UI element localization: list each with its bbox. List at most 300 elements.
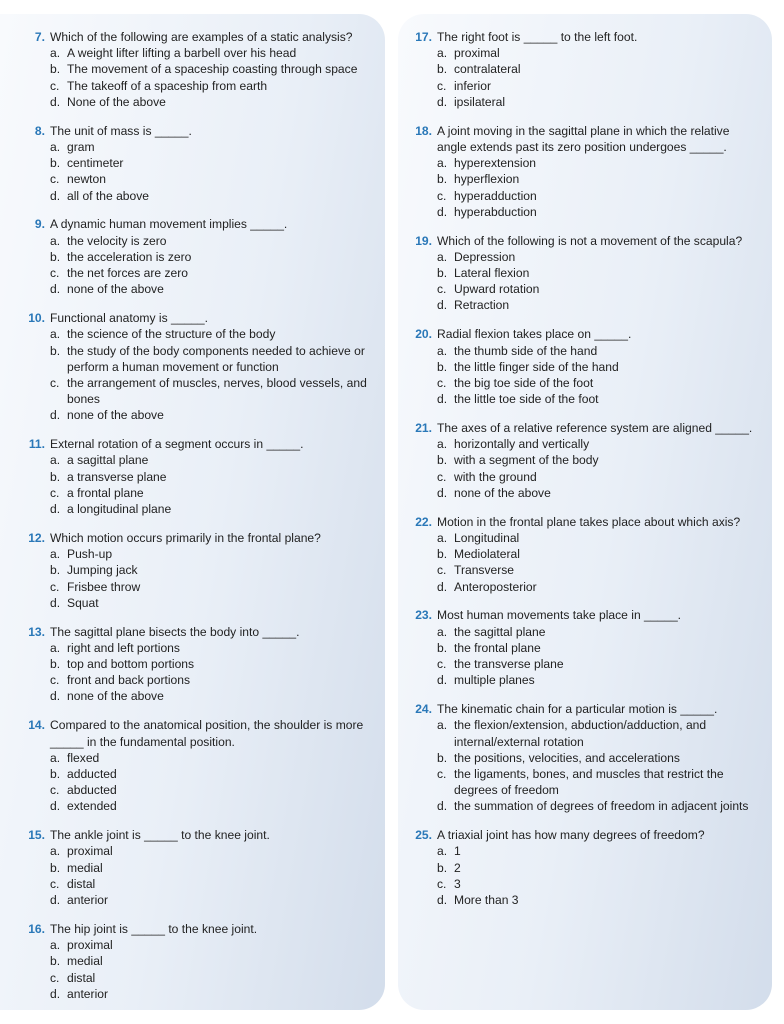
question-stem	[24, 123, 384, 139]
option-letter: a.	[50, 233, 61, 248]
option-letter: a.	[437, 844, 448, 859]
answer-option	[24, 78, 384, 94]
answer-option	[24, 61, 384, 77]
option-letter: d.	[50, 893, 61, 908]
option-text: right and left portions	[67, 640, 180, 655]
answer-option	[411, 469, 761, 485]
question-stem	[411, 233, 761, 249]
answer-option	[411, 892, 761, 908]
option-letter: d.	[437, 94, 448, 109]
question-stem	[24, 310, 384, 326]
option-letter: d.	[437, 204, 448, 219]
option-text: multiple planes	[454, 673, 535, 688]
question-stem	[411, 326, 761, 342]
question-number: 24.	[415, 702, 432, 717]
option-letter: a.	[50, 453, 61, 468]
option-text: with the ground	[454, 469, 537, 484]
answer-option	[24, 155, 384, 171]
answer-option	[24, 469, 384, 485]
question-number: 8.	[34, 123, 45, 138]
option-letter: b.	[50, 657, 61, 672]
option-letter: d.	[50, 502, 61, 517]
answer-option	[24, 656, 384, 672]
answer-option	[24, 407, 384, 423]
option-text: distal	[67, 970, 96, 985]
answer-option	[24, 766, 384, 782]
option-text: the arrangement of muscles, nerves, blood vessels, and bones	[67, 375, 367, 407]
option-letter: b.	[50, 343, 61, 358]
option-text: Retraction	[454, 298, 510, 313]
question-item	[24, 436, 384, 517]
option-text: A weight lifter lifting a barbell over his head	[67, 46, 297, 61]
option-letter: c.	[50, 876, 60, 891]
option-text: the velocity is zero	[67, 233, 167, 248]
option-letter: c.	[437, 282, 447, 297]
option-letter: b.	[437, 547, 448, 562]
option-text: gram	[67, 139, 95, 154]
question-stem	[24, 624, 384, 640]
option-letter: b.	[437, 640, 448, 655]
question-number: 23.	[415, 608, 432, 623]
option-letter: d.	[50, 408, 61, 423]
answer-option	[411, 860, 761, 876]
answer-option	[411, 265, 761, 281]
option-letter: b.	[50, 563, 61, 578]
option-letter: a.	[437, 46, 448, 61]
answer-option	[411, 546, 761, 562]
option-letter: d.	[50, 282, 61, 297]
option-text: the ligaments, bones, and muscles that restrict the degrees of freedom	[454, 766, 724, 798]
question-number: 11.	[28, 437, 45, 452]
option-text: hyperadduction	[454, 188, 537, 203]
option-letter: d.	[437, 673, 448, 688]
option-text: Frisbee throw	[67, 579, 141, 594]
option-letter: a.	[50, 844, 61, 859]
question-number: 20.	[415, 327, 432, 342]
question-stem	[411, 701, 761, 717]
option-letter: b.	[437, 860, 448, 875]
answer-option	[24, 640, 384, 656]
option-text: the thumb side of the hand	[454, 343, 598, 358]
option-letter: b.	[50, 62, 61, 77]
option-text: medial	[67, 860, 103, 875]
answer-option	[411, 94, 761, 110]
option-text: proximal	[67, 938, 113, 953]
question-number: 16.	[28, 921, 45, 936]
answer-option	[24, 501, 384, 517]
question-stem	[24, 827, 384, 843]
question-item	[24, 530, 384, 611]
question-text: A dynamic human movement implies _____.	[50, 217, 288, 232]
option-text: distal	[67, 876, 96, 891]
question-number: 13.	[28, 624, 45, 639]
option-letter: b.	[437, 750, 448, 765]
answer-option	[411, 640, 761, 656]
option-text: a sagittal plane	[67, 453, 149, 468]
question-text: External rotation of a segment occurs in _____.	[50, 437, 304, 452]
option-letter: c.	[50, 579, 60, 594]
option-letter: b.	[437, 266, 448, 281]
question-text: Radial flexion takes place on _____.	[437, 327, 632, 342]
question-stem	[411, 607, 761, 623]
option-text: the little toe side of the foot	[454, 392, 599, 407]
question-number: 9.	[34, 217, 45, 232]
answer-option	[411, 579, 761, 595]
option-letter: d.	[437, 392, 448, 407]
question-number: 19.	[415, 233, 432, 248]
option-text: hyperflexion	[454, 172, 520, 187]
option-letter: c.	[437, 188, 447, 203]
option-text: Squat	[67, 595, 99, 610]
option-text: the positions, velocities, and accelerations	[454, 750, 680, 765]
question-stem	[411, 827, 761, 843]
option-letter: c.	[50, 485, 60, 500]
option-letter: c.	[437, 876, 447, 891]
answer-option	[24, 45, 384, 61]
option-text: Anteroposterior	[454, 579, 537, 594]
question-stem	[24, 717, 384, 749]
question-item	[411, 123, 761, 220]
question-item	[411, 607, 761, 688]
option-letter: c.	[50, 673, 60, 688]
question-number: 10.	[28, 311, 45, 326]
option-text: The takeoff of a spaceship from earth	[67, 78, 268, 93]
option-letter: a.	[50, 46, 61, 61]
question-stem	[24, 436, 384, 452]
question-stem	[24, 216, 384, 232]
option-letter: c.	[50, 266, 60, 281]
answer-option	[24, 688, 384, 704]
option-text: Push-up	[67, 547, 113, 562]
question-number: 22.	[415, 514, 432, 529]
option-letter: a.	[50, 327, 61, 342]
answer-option	[24, 986, 384, 1002]
answer-option	[24, 281, 384, 297]
answer-option	[24, 485, 384, 501]
answer-option	[24, 892, 384, 908]
option-letter: d.	[50, 689, 61, 704]
option-letter: c.	[437, 766, 447, 781]
answer-option	[24, 375, 384, 407]
option-letter: a.	[437, 249, 448, 264]
answer-option	[24, 750, 384, 766]
answer-option	[411, 876, 761, 892]
question-text: The axes of a relative reference system are aligned _____.	[437, 421, 753, 436]
question-number: 15.	[28, 828, 45, 843]
answer-option	[24, 452, 384, 468]
option-text: 3	[454, 876, 461, 891]
answer-option	[411, 530, 761, 546]
question-text: The hip joint is _____ to the knee joint.	[50, 921, 258, 936]
option-text: Mediolateral	[454, 547, 520, 562]
option-text: the acceleration is zero	[67, 249, 192, 264]
option-text: Longitudinal	[454, 530, 520, 545]
option-text: all of the above	[67, 188, 150, 203]
option-text: horizontally and vertically	[454, 437, 590, 452]
option-text: newton	[67, 172, 106, 187]
option-text: a longitudinal plane	[67, 502, 172, 517]
option-letter: a.	[437, 156, 448, 171]
option-letter: d.	[437, 485, 448, 500]
answer-option	[411, 45, 761, 61]
answer-option	[411, 297, 761, 313]
question-item	[24, 29, 384, 110]
answer-option	[24, 860, 384, 876]
option-text: none of the above	[454, 485, 551, 500]
option-text: the big toe side of the foot	[454, 375, 594, 390]
option-letter: b.	[437, 453, 448, 468]
option-letter: b.	[50, 249, 61, 264]
option-letter: d.	[50, 188, 61, 203]
answer-option	[411, 624, 761, 640]
left-question-column	[24, 29, 384, 1015]
option-letter: c.	[50, 970, 60, 985]
answer-option	[24, 343, 384, 375]
answer-option	[24, 798, 384, 814]
option-letter: c.	[437, 563, 447, 578]
answer-option	[24, 249, 384, 265]
option-text: the sagittal plane	[454, 624, 546, 639]
question-text: A joint moving in the sagittal plane in which the relative angle extends past its zero position undergoes _____.	[437, 123, 730, 154]
answer-option	[411, 359, 761, 375]
option-letter: b.	[50, 766, 61, 781]
question-item	[24, 827, 384, 908]
answer-option	[24, 843, 384, 859]
option-text: flexed	[67, 750, 100, 765]
answer-option	[24, 188, 384, 204]
option-letter: a.	[437, 718, 448, 733]
option-text: anterior	[67, 986, 109, 1001]
question-text: Motion in the frontal plane takes place about which axis?	[437, 514, 741, 529]
question-text: Most human movements take place in _____.	[437, 608, 682, 623]
answer-option	[24, 953, 384, 969]
question-text: The ankle joint is _____ to the knee joint.	[50, 828, 270, 843]
option-letter: c.	[50, 172, 60, 187]
answer-option	[24, 782, 384, 798]
option-text: centimeter	[67, 156, 124, 171]
answer-option	[411, 78, 761, 94]
option-letter: d.	[50, 94, 61, 109]
question-stem	[24, 29, 384, 45]
question-item	[24, 921, 384, 1002]
option-letter: a.	[50, 640, 61, 655]
option-text: Transverse	[454, 563, 515, 578]
option-letter: b.	[50, 860, 61, 875]
option-text: a transverse plane	[67, 469, 167, 484]
answer-option	[411, 798, 761, 814]
answer-option	[24, 562, 384, 578]
answer-option	[24, 937, 384, 953]
question-item	[24, 216, 384, 297]
question-text: A triaxial joint has how many degrees of freedom?	[437, 828, 705, 843]
question-text: The sagittal plane bisects the body into _____.	[50, 624, 300, 639]
option-text: the little finger side of the hand	[454, 359, 619, 374]
answer-option	[411, 61, 761, 77]
option-text: none of the above	[67, 282, 164, 297]
option-letter: d.	[50, 986, 61, 1001]
question-item	[411, 514, 761, 595]
option-text: a frontal plane	[67, 485, 144, 500]
option-text: Lateral flexion	[454, 266, 530, 281]
question-number: 18.	[415, 123, 432, 138]
option-letter: d.	[50, 595, 61, 610]
question-item	[24, 123, 384, 204]
question-item	[411, 233, 761, 314]
option-letter: c.	[437, 78, 447, 93]
option-letter: a.	[50, 938, 61, 953]
option-letter: b.	[437, 172, 448, 187]
answer-option	[411, 375, 761, 391]
answer-option	[24, 876, 384, 892]
question-stem	[24, 530, 384, 546]
option-text: none of the above	[67, 689, 164, 704]
question-text: The unit of mass is _____.	[50, 123, 192, 138]
answer-option	[24, 94, 384, 110]
option-letter: a.	[437, 343, 448, 358]
option-text: Jumping jack	[67, 563, 138, 578]
option-letter: b.	[437, 359, 448, 374]
option-letter: a.	[50, 547, 61, 562]
option-text: 1	[454, 844, 461, 859]
question-stem	[411, 123, 761, 155]
question-stem	[24, 921, 384, 937]
option-letter: b.	[50, 954, 61, 969]
question-number: 17.	[415, 30, 432, 44]
option-letter: a.	[437, 530, 448, 545]
answer-option	[24, 265, 384, 281]
option-letter: a.	[437, 437, 448, 452]
option-text: extended	[67, 799, 117, 814]
answer-option	[411, 281, 761, 297]
question-item	[411, 701, 761, 814]
option-text: The movement of a spaceship coasting through space	[67, 62, 358, 77]
question-item	[24, 717, 384, 814]
answer-option	[411, 485, 761, 501]
option-text: None of the above	[67, 94, 166, 109]
option-letter: a.	[437, 624, 448, 639]
question-text: Functional anatomy is _____.	[50, 311, 208, 326]
question-stem	[411, 514, 761, 530]
answer-option	[411, 188, 761, 204]
option-letter: d.	[437, 579, 448, 594]
answer-option	[411, 750, 761, 766]
option-letter: c.	[437, 469, 447, 484]
option-text: top and bottom portions	[67, 657, 195, 672]
option-text: the summation of degrees of freedom in adjacent joints	[454, 799, 749, 814]
option-text: none of the above	[67, 408, 164, 423]
answer-option	[411, 391, 761, 407]
answer-option	[411, 249, 761, 265]
option-letter: a.	[50, 750, 61, 765]
question-text: Which of the following is not a movement of the scapula?	[437, 233, 743, 248]
question-item	[411, 827, 761, 908]
question-stem	[411, 420, 761, 436]
option-letter: b.	[50, 469, 61, 484]
answer-option	[411, 343, 761, 359]
question-text: Compared to the anatomical position, the shoulder is more _____ in the fundamental position.	[50, 718, 364, 749]
question-item	[411, 420, 761, 501]
answer-option	[24, 326, 384, 342]
option-text: medial	[67, 954, 103, 969]
question-number: 12.	[28, 530, 45, 545]
answer-option	[411, 843, 761, 859]
option-text: Upward rotation	[454, 282, 540, 297]
answer-option	[24, 579, 384, 595]
option-text: inferior	[454, 78, 491, 93]
question-stem	[411, 29, 761, 45]
option-letter: b.	[437, 62, 448, 77]
option-text: the flexion/extension, abduction/adduction, and internal/external rotation	[454, 718, 707, 749]
question-number: 14.	[28, 718, 45, 733]
question-number: 25.	[415, 828, 432, 843]
answer-option	[24, 233, 384, 249]
option-letter: c.	[437, 657, 447, 672]
answer-option	[411, 766, 761, 798]
option-text: proximal	[454, 46, 500, 61]
answer-option	[24, 595, 384, 611]
option-text: contralateral	[454, 62, 521, 77]
answer-option	[411, 656, 761, 672]
option-letter: d.	[437, 298, 448, 313]
option-letter: d.	[50, 799, 61, 814]
option-text: proximal	[67, 844, 113, 859]
answer-option	[411, 672, 761, 688]
option-letter: a.	[50, 139, 61, 154]
answer-option	[411, 204, 761, 220]
answer-option	[411, 155, 761, 171]
option-text: the transverse plane	[454, 657, 564, 672]
option-text: Depression	[454, 249, 516, 264]
question-text: The right foot is _____ to the left foot.	[437, 30, 638, 44]
answer-option	[411, 452, 761, 468]
option-text: the frontal plane	[454, 640, 541, 655]
answer-option	[24, 171, 384, 187]
option-text: hyperabduction	[454, 204, 537, 219]
option-text: 2	[454, 860, 461, 875]
option-letter: c.	[50, 78, 60, 93]
question-text: Which motion occurs primarily in the frontal plane?	[50, 530, 321, 545]
answer-option	[411, 171, 761, 187]
option-text: adducted	[67, 766, 117, 781]
question-item	[24, 624, 384, 705]
option-text: More than 3	[454, 893, 519, 908]
question-item	[24, 310, 384, 423]
answer-option	[411, 436, 761, 452]
option-letter: c.	[50, 375, 60, 390]
option-text: anterior	[67, 893, 109, 908]
option-letter: d.	[437, 799, 448, 814]
answer-option	[24, 139, 384, 155]
question-text: The kinematic chain for a particular motion is _____.	[437, 702, 718, 717]
option-text: the study of the body components needed to achieve or perform a human movement or function	[67, 343, 365, 374]
option-text: abducted	[67, 783, 117, 798]
question-item	[411, 29, 761, 110]
answer-option	[24, 546, 384, 562]
answer-option	[24, 970, 384, 986]
option-text: the science of the structure of the body	[67, 327, 276, 342]
question-text: Which of the following are examples of a static analysis?	[50, 30, 353, 44]
option-letter: b.	[50, 156, 61, 171]
answer-option	[24, 672, 384, 688]
option-text: hyperextension	[454, 156, 537, 171]
option-letter: c.	[50, 783, 60, 798]
option-text: the net forces are zero	[67, 266, 189, 281]
question-number: 21.	[415, 421, 432, 436]
question-item	[411, 326, 761, 407]
option-letter: d.	[437, 893, 448, 908]
answer-option	[411, 717, 761, 749]
option-text: ipsilateral	[454, 94, 506, 109]
